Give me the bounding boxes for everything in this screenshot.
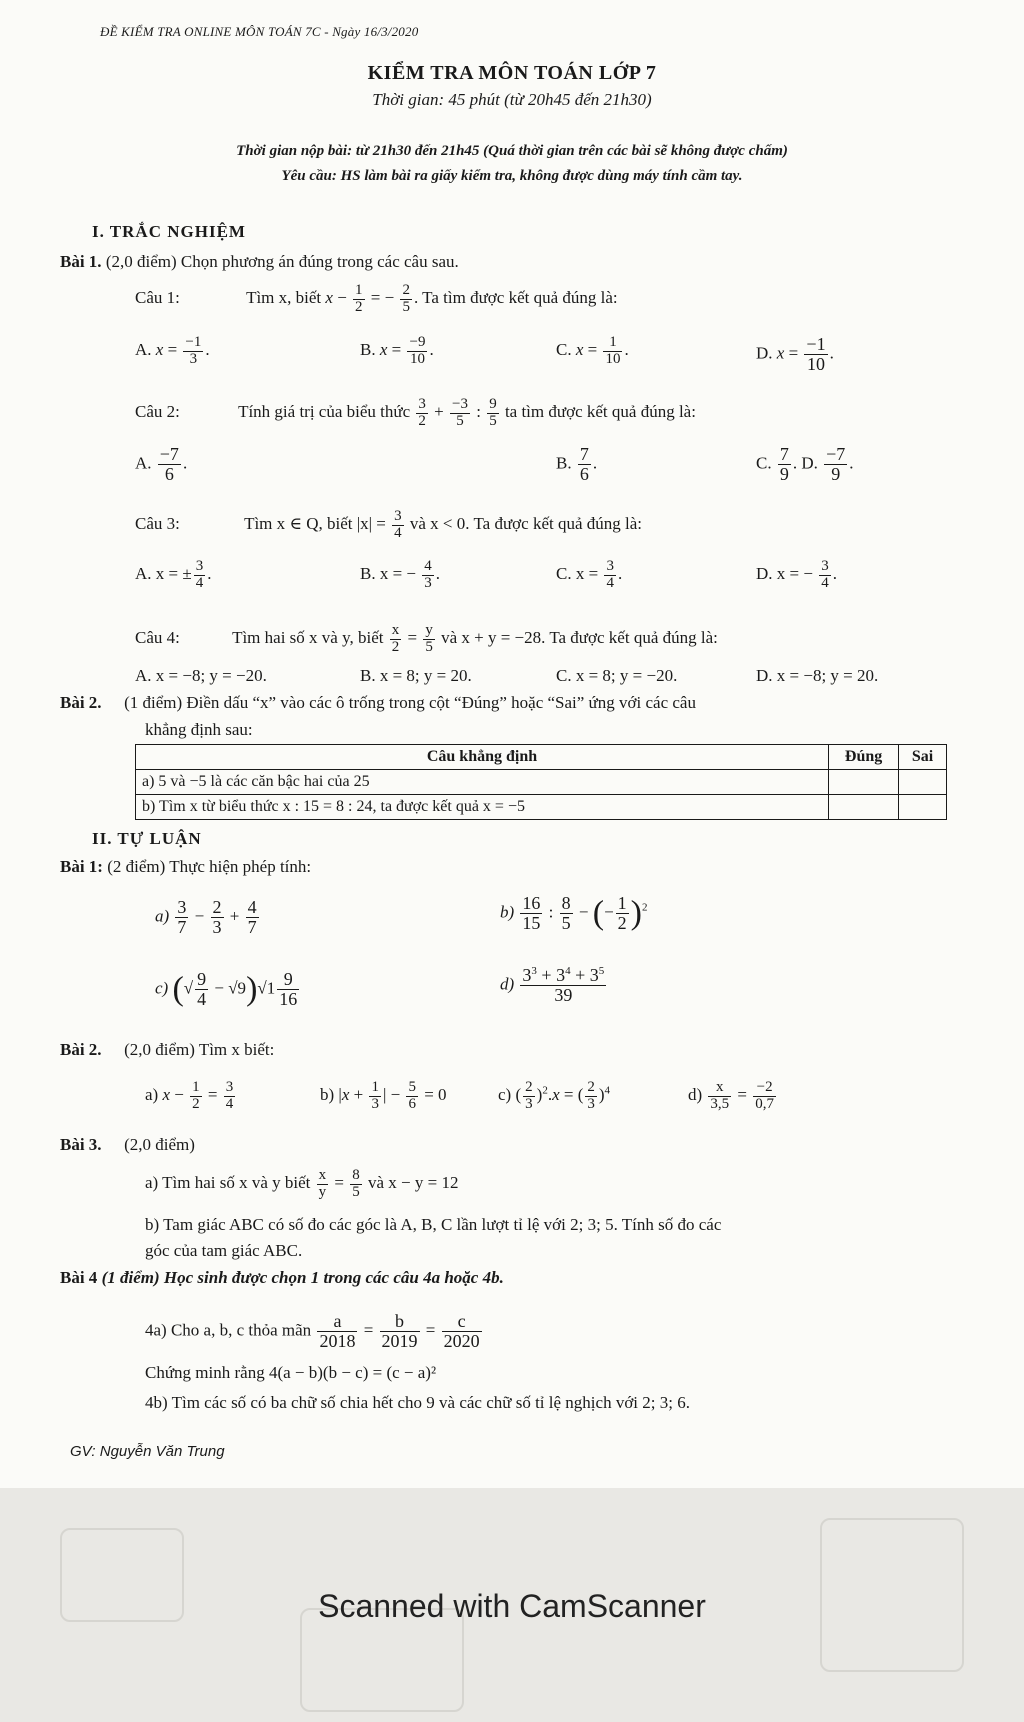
bai3-part-a: a) Tìm hai số x và y biết $\frac{x}{y}$ = $\frac{8}{5}$ và x − y = 12	[145, 1167, 459, 1200]
part2-bai4-text: (1 điểm) Học sinh được chọn 1 trong các câu 4a hoặc 4b.	[101, 1268, 504, 1287]
q1-text-a: Tìm x, biết	[246, 288, 322, 308]
q1-option-a: A. x = $\frac{-1}{3}$ .	[135, 334, 210, 367]
true-false-table	[135, 744, 947, 820]
q4-option-d: D. x = −8; y = 20.	[756, 666, 879, 685]
q1-option-b: B. x = $\frac{-9}{10}$ .	[360, 334, 434, 367]
q3-option-b: B. x = − $\frac{4}{3}$ .	[360, 558, 441, 591]
part2-bai2	[60, 1040, 274, 1060]
q4-text-b: và x + y = −28. Ta được kết quả đúng là:	[441, 628, 718, 648]
q1-option-c: C. x = $\frac{1}{10}$ .	[556, 334, 629, 367]
part1-heading: I. TRẮC NGHIỆM	[92, 222, 246, 241]
bai3-part-b-cont: góc của tam giác ABC.	[145, 1241, 303, 1260]
bai2-part-b: b) |x + $\frac{1}{3}$ | − $\frac{5}{6}$ = 0	[320, 1079, 447, 1112]
part2-bai3	[60, 1135, 195, 1155]
q3-statement: Câu 3: Tìm x ∈ Q, biết |x| = $\frac{3}{4}$ và x < 0. Ta được kết quả đúng là:	[135, 508, 643, 541]
q4-option-b: B. x = 8; y = 20.	[360, 666, 472, 685]
q1-label: Câu 1:	[135, 288, 180, 308]
bai1-part-d: d) $\frac{3^3 + 3^4 + 3^5}{39}$	[500, 965, 605, 1005]
q3-text-a: Tìm x ∈ Q, biết |x| =	[244, 514, 386, 534]
exam-time: Thời gian: 45 phút (từ 20h45 đến 21h30)	[372, 90, 652, 109]
part2-bai1-text: (2 điểm) Thực hiện phép tính:	[107, 857, 312, 876]
requirement-note: Yêu cầu: HS làm bài ra giấy kiểm tra, không được dùng máy tính cầm tay.	[281, 168, 743, 184]
table-cell-statement: b) Tìm x từ biểu thức x : 15 = 8 : 24, ta được kết quả x = −5	[136, 795, 829, 820]
table-cell-true	[829, 770, 899, 795]
table-row	[136, 795, 947, 820]
teacher-name: GV: Nguyễn Văn Trung	[70, 1443, 225, 1460]
q4-text-a: Tìm hai số x và y, biết	[232, 628, 384, 648]
submit-note: Thời gian nộp bài: từ 21h30 đến 21h45 (Quá thời gian trên các bài sẽ không được chấm)	[236, 143, 788, 159]
part1-bai2	[60, 693, 696, 713]
q1-option-d: D. x = $\frac{-1}{10}$ .	[756, 334, 834, 374]
q2-label: Câu 2:	[135, 402, 180, 422]
q3-option-c: C. x = $\frac{3}{4}$ .	[556, 558, 623, 591]
part1-bai2-text: (1 điểm) Điền dấu “x” vào các ô trống trong cột “Đúng” hoặc “Sai” ứng với các câu	[124, 693, 696, 712]
part1-bai1	[60, 252, 459, 272]
q1-statement: Câu 1: Tìm x, biết x − $\frac{1}{2}$ = − $\frac{2}{5}$ . Ta tìm được kết quả đúng là:	[135, 282, 618, 315]
part2-bai1-label: Bài 1:	[60, 857, 103, 876]
table-header-true: Đúng	[829, 745, 899, 770]
part2-bai1	[60, 857, 311, 877]
part2-bai3-text: (2,0 điểm)	[124, 1135, 195, 1154]
q4-option-c: C. x = 8; y = −20.	[556, 666, 678, 685]
bai2-part-d: d) $\frac{x}{3,5}$ = $\frac{-2}{0,7}$	[688, 1079, 775, 1112]
exam-title: KIỂM TRA MÔN TOÁN LỚP 7	[367, 62, 657, 84]
bai1-label: Bài 1.	[60, 252, 102, 271]
table-header-row	[136, 745, 947, 770]
q1-text-b: . Ta tìm được kết quả đúng là:	[413, 288, 618, 308]
q2-text-a: Tính giá trị của biểu thức	[238, 402, 411, 422]
table-row	[136, 770, 947, 795]
part2-bai3-label: Bài 3.	[60, 1135, 102, 1154]
bai1-part-b: b) $\frac{16}{15}$ : $\frac{8}{5}$ − (− $\frac{1}{2}$ )$^2$	[500, 893, 648, 933]
part2-bai2-text: (2,0 điểm) Tìm x biết:	[124, 1040, 275, 1059]
part1-bai2-text2: khẳng định sau:	[145, 720, 253, 739]
bai1-part-a: a) $\frac{3}{7}$ − $\frac{2}{3}$ + $\frac{4}{7}$	[155, 897, 257, 937]
part2-heading: II. TỰ LUẬN	[92, 829, 202, 848]
q2-option-c-d: C. $\frac{7}{9}$ . D. $\frac{-7}{9}$ .	[756, 444, 854, 484]
q3-text-b: và x < 0. Ta được kết quả đúng là:	[409, 514, 643, 534]
q4-label: Câu 4:	[135, 628, 180, 648]
part1-bai2-label: Bài 2.	[60, 693, 102, 712]
bai2-part-a: a) x − $\frac{1}{2}$ = $\frac{3}{4}$	[145, 1079, 234, 1112]
q3-option-d: D. x = − $\frac{3}{4}$ .	[756, 558, 837, 591]
q3-label: Câu 3:	[135, 514, 180, 534]
q2-text-b: ta tìm được kết quả đúng là:	[504, 402, 696, 422]
bai1-text: (2,0 điểm) Chọn phương án đúng trong các câu sau.	[105, 252, 459, 271]
table-cell-true	[829, 795, 899, 820]
bai4-part-b: 4b) Tìm các số có ba chữ số chia hết cho 9 và các chữ số tỉ lệ nghịch với 2; 3; 6.	[145, 1393, 690, 1412]
table-cell-statement: a) 5 và −5 là các căn bậc hai của 25	[136, 770, 829, 795]
q2-option-b: B. $\frac{7}{6}$ .	[556, 444, 598, 484]
table-header-statement: Câu khẳng định	[136, 745, 829, 770]
table-cell-false	[899, 795, 947, 820]
bai4-part-a: 4a) Cho a, b, c thỏa mãn $\frac{a}{2018}$ = $\frac{b}{2019}$ = $\frac{c}{2020}$	[145, 1311, 480, 1351]
q2-option-a: A. $\frac{-7}{6}$ .	[135, 444, 188, 484]
camscanner-watermark: Scanned with CamScanner	[318, 1588, 706, 1624]
bai1-part-c: c) (√ $\frac{9}{4}$ − √9)√1 $\frac{9}{16}$	[155, 969, 298, 1009]
q2-statement: Câu 2: Tính giá trị của biểu thức $\frac{3}{2}$ + $\frac{-3}{5}$ : $\frac{9}{5}$ ta tìm được kết quả đúng là:	[135, 396, 696, 429]
q3-option-a: A. x = ± $\frac{3}{4}$ .	[135, 558, 212, 591]
part2-bai4	[60, 1268, 504, 1288]
part2-bai4-label: Bài 4	[60, 1268, 98, 1287]
q4-statement: Câu 4: Tìm hai số x và y, biết $\frac{x}{2}$ = $\frac{y}{5}$ và x + y = −28. Ta được kết quả đúng là:	[135, 622, 718, 655]
bai4-prove: Chứng minh rằng 4(a − b)(b − c) = (c − a)²	[145, 1363, 437, 1382]
bai3-part-b: b) Tam giác ABC có số đo các góc là A, B, C lần lượt tỉ lệ với 2; 3; 5. Tính số đo các	[145, 1215, 722, 1234]
table-header-false: Sai	[899, 745, 947, 770]
q4-option-a: A. x = −8; y = −20.	[135, 666, 267, 685]
part2-bai2-label: Bài 2.	[60, 1040, 102, 1059]
table-cell-false	[899, 770, 947, 795]
header-top-line: ĐỀ KIỂM TRA ONLINE MÔN TOÁN 7C - Ngày 16/3/2020	[100, 24, 419, 39]
bai2-part-c: c) ( $\frac{2}{3}$ )$^2$.x = ( $\frac{2}{3}$ )$^4$	[498, 1079, 611, 1112]
